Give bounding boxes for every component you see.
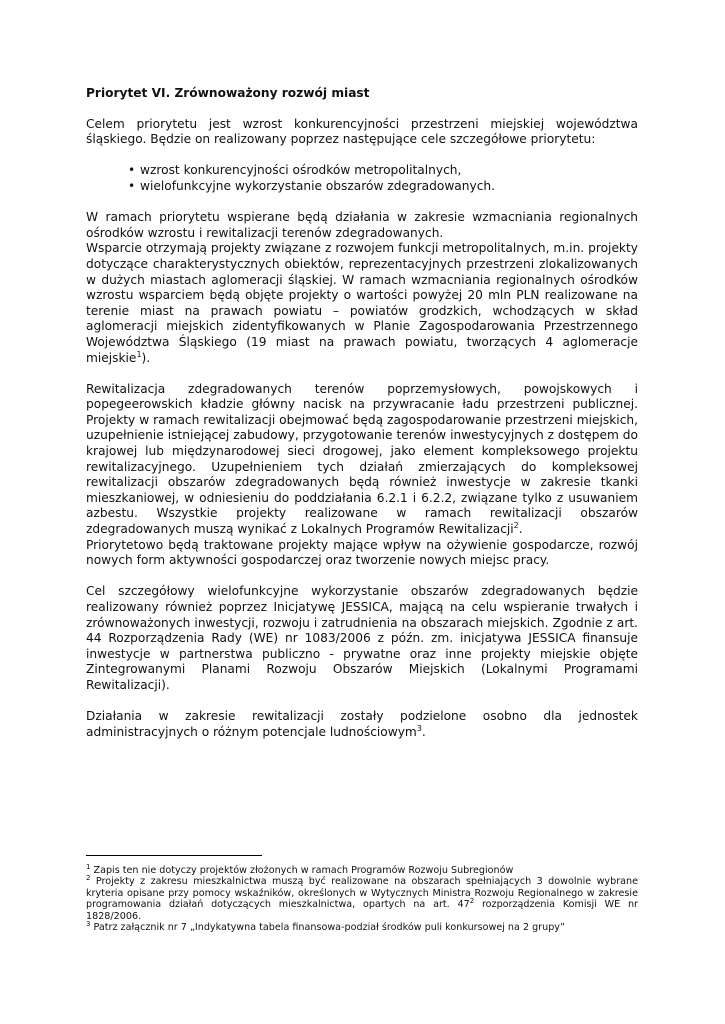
footnote-separator [86, 855, 262, 856]
list-item-text: wielofunkcyjne wykorzystanie obszarów zdegradowanych. [140, 178, 496, 193]
footnote-ref-2[interactable]: 2 [513, 520, 519, 530]
document-body [86, 86, 638, 740]
footnote-number: 3 [86, 919, 91, 928]
bullet-icon: • [128, 163, 136, 178]
metropolitan-text-end: ). [141, 350, 151, 365]
footnote-text-end: rozporządzenia Komisji WE nr 1828/2006. [86, 899, 638, 922]
revitalization-paragraph [86, 382, 638, 538]
footnote-text: Projekty z zakresu mieszkalnictwa muszą być realizowane na obszarach spełniających 3 dowolnie wybrane kryteria opisane przy pomocy wskaźników, określonych w Wytycznych Ministra Rozwoju Regionalnego w zakresie programowania działań dotyczących mieszkalnictwa, opartych na art. 47 [86, 876, 638, 911]
list-item [128, 179, 638, 195]
footnote-number: 2 [86, 874, 91, 883]
footnote-2 [86, 876, 638, 922]
section-title: Priorytet VI. Zrównoważony rozwój miast [86, 86, 370, 100]
actions-text: Działania w zakresie rewitalizacji zostały podzielone osobno dla jednostek administracyjnych o różnym potencjale ludnościowym [86, 709, 638, 739]
footnote-number: 1 [86, 862, 91, 871]
footnote-3 [86, 919, 638, 934]
metropolitan-paragraph [86, 241, 638, 366]
footnotes-section [86, 855, 638, 933]
list-item [128, 163, 638, 179]
priority-paragraph: Priorytetowo będą traktowane projekty mające wpływ na ożywienie gospodarcze, rozwój nowych form aktywności gospodarczej oraz tworzenie nowych miejsc pracy. [86, 537, 638, 568]
goals-list [86, 163, 638, 194]
metropolitan-text: Wsparcie otrzymają projekty związane z rozwojem funkcji metropolitalnych, m.in. projekty dotyczące charakterystycznych obiektów, reprezentacyjnych przestrzeni zlokalizowanych w dużych miastach aglomeracji śląskiej. W ramach wzmacniania regionalnych ośrodków wzrostu wsparciem będą objęte projekty o wartości powyżej 20 mln PLN realizowane na terenie miast na prawach powiatu – powiatów grodzkich, wchodzących w skład aglomeracji miejskich zidentyfikowanych w Planie Zagospodarowania Przestrzennego Województwa Śląskiego (19 miast na prawach powiatu, tworzących 4 aglomeracje miejskie [86, 241, 638, 365]
actions-paragraph [86, 709, 638, 740]
footnote-ref-1[interactable]: 1 [136, 349, 142, 359]
bullet-icon: • [128, 178, 136, 193]
footnote-text: Zapis ten nie dotyczy projektów złożonych w ramach Programów Rozwoju Subregionów [90, 865, 514, 876]
support-paragraph: W ramach priorytetu wspierane będą działania w zakresie wzmacniania regionalnych ośrodków wzrostu i rewitalizacji terenów zdegradowanych. [86, 210, 638, 240]
intro-paragraph: Celem priorytetu jest wzrost konkurencyjności przestrzeni miejskiej województwa śląskiego. Będzie on realizowany poprzez następujące cele szczegółowe priorytetu: [86, 116, 638, 147]
actions-text-end: . [421, 724, 426, 739]
revitalization-text: Rewitalizacja zdegradowanych terenów poprzemysłowych, powojskowych i popegeerowskich kładzie główny nacisk na przywracanie ładu przestrzeni publicznej. Projekty w ramach rewitalizacji obejmować będą zagospodarowanie przestrzeni miejskich, uzupełnienie istniejącej zabudowy, przygotowanie terenów inwestycyjnych z dostępem do krajowej lub międzynarodowej sieci drogowej, jako element kompleksowego projektu rewitalizacyjnego. Uzupełnieniem tych działań zmierzających do kompleksowej rewitalizacji obszarów zdegradowanych będą również inwestycje w zakresie tkanki mieszkaniowej, w odniesieniu do poddziałania 6.2.1 i 6.2.2, związane tylko z usuwaniem azbestu. Wszystkie projekty realizowane w ramach rewitalizacji obszarów zdegradowanych muszą wynikać z Lokalnych Programów Rewitalizacji [86, 381, 638, 537]
footnote-1 [86, 862, 638, 876]
footnote-ref-3[interactable]: 3 [416, 723, 422, 733]
footnote-text: Patrz załącznik nr 7 „Indykatywna tabela finansowa-podział środków puli konkursowej na 2 grupy” [90, 922, 565, 934]
footnote-inner-ref: 2 [469, 897, 475, 906]
jessica-paragraph: Cel szczegółowy wielofunkcyjne wykorzystanie obszarów zdegradowanych będzie realizowany również poprzez Inicjatywę JESSICA, mającą na celu wspieranie trwałych i zrównoważonych inwestycji, rozwoju i zatrudnienia na obszarach miejskich. Zgodnie z art. 44 Rozporządzenia Rady (WE) nr 1083/2006 z późn. zm. inicjatywa JESSICA finansuje inwestycje w partnerstwa publiczno - prywatne oraz inne projekty miejskie objęte Zintegrowanymi Planami Rozwoju Obszarów Miejskich (Lokalnymi Programami Rewitalizacji). [86, 584, 638, 692]
list-item-text: wzrost konkurencyjności ośrodków metropolitalnych, [140, 163, 462, 178]
revitalization-text-end: . [518, 522, 523, 537]
